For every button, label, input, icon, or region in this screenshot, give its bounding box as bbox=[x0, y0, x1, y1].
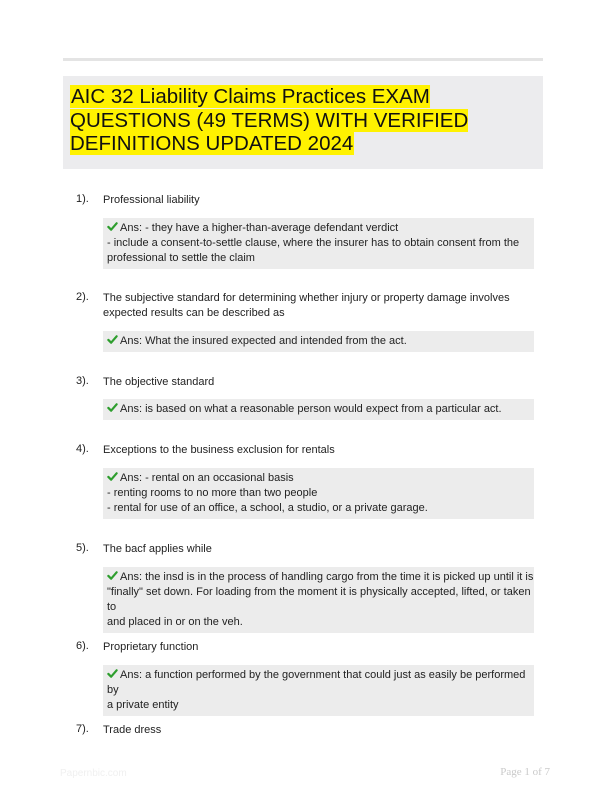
question-text: Exceptions to the business exclusion for rentals bbox=[103, 444, 335, 456]
document-title: AIC 32 Liability Claims Practices EXAM QUESTIONS (49 TERMS) WITH VERIFIED DEFINITIONS UPDATED 2024 bbox=[70, 85, 469, 155]
question-number: 7). bbox=[76, 723, 89, 735]
checkmark-icon bbox=[107, 570, 118, 581]
question-number: 2). bbox=[76, 291, 89, 303]
footer-watermark: Papernbic.com bbox=[60, 768, 127, 779]
answer-text: and placed in or on the veh. bbox=[107, 616, 243, 628]
question-text: The objective standard bbox=[103, 376, 215, 388]
answer-text: - renting rooms to no more than two people bbox=[107, 487, 318, 499]
question-text: Proprietary function bbox=[103, 641, 199, 653]
checkmark-icon bbox=[107, 668, 118, 679]
answer-text: Ans: a function performed by the government that could just as easily be performed by bbox=[107, 669, 529, 696]
answer-box bbox=[103, 468, 534, 519]
answer-box bbox=[103, 665, 534, 716]
answer-text: Ans: - rental on an occasional basis bbox=[120, 472, 294, 484]
answer-text: "finally" set down. For loading from the moment it is physically accepted, lifted, or taken to bbox=[107, 586, 534, 613]
checkmark-icon bbox=[107, 334, 118, 345]
answer-text: Ans: the insd is in the process of handling cargo from the time it is picked up until it is bbox=[120, 571, 534, 583]
answer-text: a private entity bbox=[107, 699, 179, 711]
answer-text: Ans: - they have a higher-than-average defendant verdict bbox=[120, 222, 399, 234]
question-number: 3). bbox=[76, 375, 89, 387]
answer-box bbox=[103, 331, 534, 352]
question-number: 4). bbox=[76, 443, 89, 455]
page-number: Page 1 of 7 bbox=[500, 766, 550, 778]
top-divider bbox=[63, 58, 543, 61]
answer-text: Ans: What the insured expected and intended from the act. bbox=[120, 335, 407, 347]
answer-box bbox=[103, 218, 534, 269]
answer-box bbox=[103, 399, 534, 420]
question-number: 6). bbox=[76, 640, 89, 652]
question-text: Trade dress bbox=[103, 724, 162, 736]
checkmark-icon bbox=[107, 221, 118, 232]
answer-text: - rental for use of an office, a school, a studio, or a private garage. bbox=[107, 502, 428, 514]
answer-text: Ans: is based on what a reasonable person would expect from a particular act. bbox=[120, 403, 502, 415]
answer-text: professional to settle the claim bbox=[107, 252, 255, 264]
checkmark-icon bbox=[107, 402, 118, 413]
question-text: Professional liability bbox=[103, 194, 200, 206]
answer-text: - include a consent-to-settle clause, where the insurer has to obtain consent from the bbox=[107, 237, 520, 249]
question-number: 1). bbox=[76, 193, 89, 205]
question-number: 5). bbox=[76, 542, 89, 554]
checkmark-icon bbox=[107, 471, 118, 482]
question-text: The subjective standard for determining whether injury or property damage involves expected results can be described as bbox=[103, 292, 510, 319]
question-text: The bacf applies while bbox=[103, 543, 212, 555]
answer-box bbox=[103, 567, 534, 633]
